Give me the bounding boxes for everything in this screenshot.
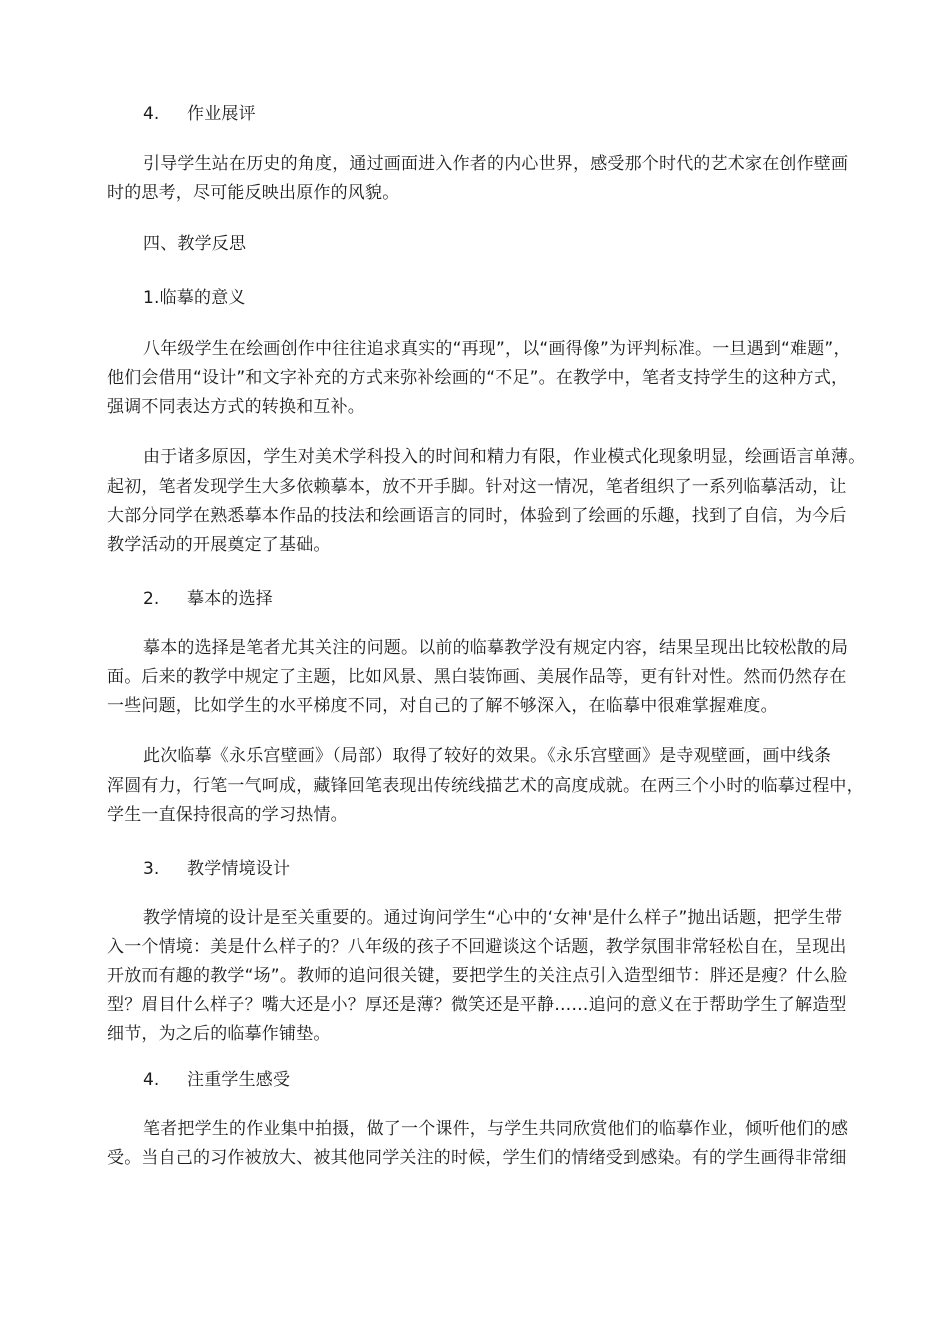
paragraph-line: 入一个情境：美是什么样子的？八年级的孩子不回避谈这个话题，教学氛围非常轻松自在，呈现出 [107, 937, 847, 957]
paragraph-line: 型？眉目什么样子？嘴大还是小？厚还是薄？微笑还是平静……追问的意义在于帮助学生了解造型 [107, 995, 847, 1015]
paragraph-line: 引导学生站在历史的角度，通过画面进入作者的内心世界，感受那个时代的艺术家在创作壁画 [143, 154, 849, 174]
paragraph-line: 浑圆有力，行笔一气呵成，藏锋回笔表现出传统线描艺术的高度成就。在两三个小时的临摹过程中， [107, 776, 864, 796]
paragraph-line: 笔者把学生的作业集中拍摄，做了一个课件，与学生共同欣赏他们的临摹作业，倾听他们的感 [143, 1119, 849, 1139]
section-title: 摹本的选择 [187, 589, 273, 609]
section-title: 注重学生感受 [187, 1070, 291, 1090]
paragraph-line: 由于诸多原因，学生对美术学科投入的时间和精力有限，作业模式化现象明显，绘画语言单薄。 [143, 447, 866, 467]
paragraph-line: 学生一直保持很高的学习热情。 [107, 805, 348, 825]
paragraph-line: 八年级学生在绘画创作中往往追求真实的“再现”，以“画得像”为评判标准。一旦遇到“难题”， [143, 339, 851, 359]
paragraph-line: 大部分同学在熟悉摹本作品的技法和绘画语言的同时，体验到了绘画的乐趣，找到了自信，为今后 [107, 506, 847, 526]
paragraph-line: 教学情境的设计是至关重要的。通过询问学生“心中的‘女神'是什么样子”抛出话题，把学生带 [143, 908, 843, 928]
paragraph-line: 摹本的选择是笔者尤其关注的问题。以前的临摹教学没有规定内容，结果呈现出比较松散的局 [143, 638, 849, 658]
paragraph-line: 受。当自己的习作被放大、被其他同学关注的时候，学生们的情绪受到感染。有的学生画得非常细 [107, 1148, 847, 1168]
section-title: 作业展评 [187, 104, 256, 124]
paragraph-line: 开放而有趣的教学“场”。教师的追问很关键，要把学生的关注点引入造型细节：胖还是瘦？什么脸 [107, 966, 848, 986]
section-number: 2. [143, 589, 160, 609]
paragraph-line: 一些问题，比如学生的水平梯度不同，对自己的了解不够深入，在临摹中很难掌握难度。 [107, 696, 778, 716]
chapter-heading: 四、教学反思 [143, 234, 247, 254]
section-title: 1.临摹的意义 [143, 288, 246, 308]
paragraph-line: 此次临摹《永乐宫壁画》（局部）取得了较好的效果。《永乐宫壁画》是寺观壁画，画中线条 [143, 746, 832, 766]
paragraph-line: 他们会借用“设计”和文字补充的方式来弥补绘画的“不足”。在教学中，笔者支持学生的这种方式， [107, 368, 849, 388]
paragraph-line: 起初，笔者发现学生大多依赖摹本，放不开手脚。针对这一情况，笔者组织了一系列临摹活动，让 [107, 477, 847, 497]
paragraph-line: 面。后来的教学中规定了主题，比如风景、黑白装饰画、美展作品等，更有针对性。然而仍然存在 [107, 667, 847, 687]
paragraph-line: 强调不同表达方式的转换和互补。 [107, 397, 365, 417]
section-number: 3. [143, 859, 160, 879]
paragraph-line: 细节，为之后的临摹作铺垫。 [107, 1024, 331, 1044]
paragraph-line: 教学活动的开展奠定了基础。 [107, 535, 331, 555]
paragraph-line: 时的思考，尽可能反映出原作的风貌。 [107, 183, 400, 203]
section-title: 教学情境设计 [187, 859, 291, 879]
section-number: 4. [143, 104, 160, 124]
section-number: 4. [143, 1070, 160, 1090]
